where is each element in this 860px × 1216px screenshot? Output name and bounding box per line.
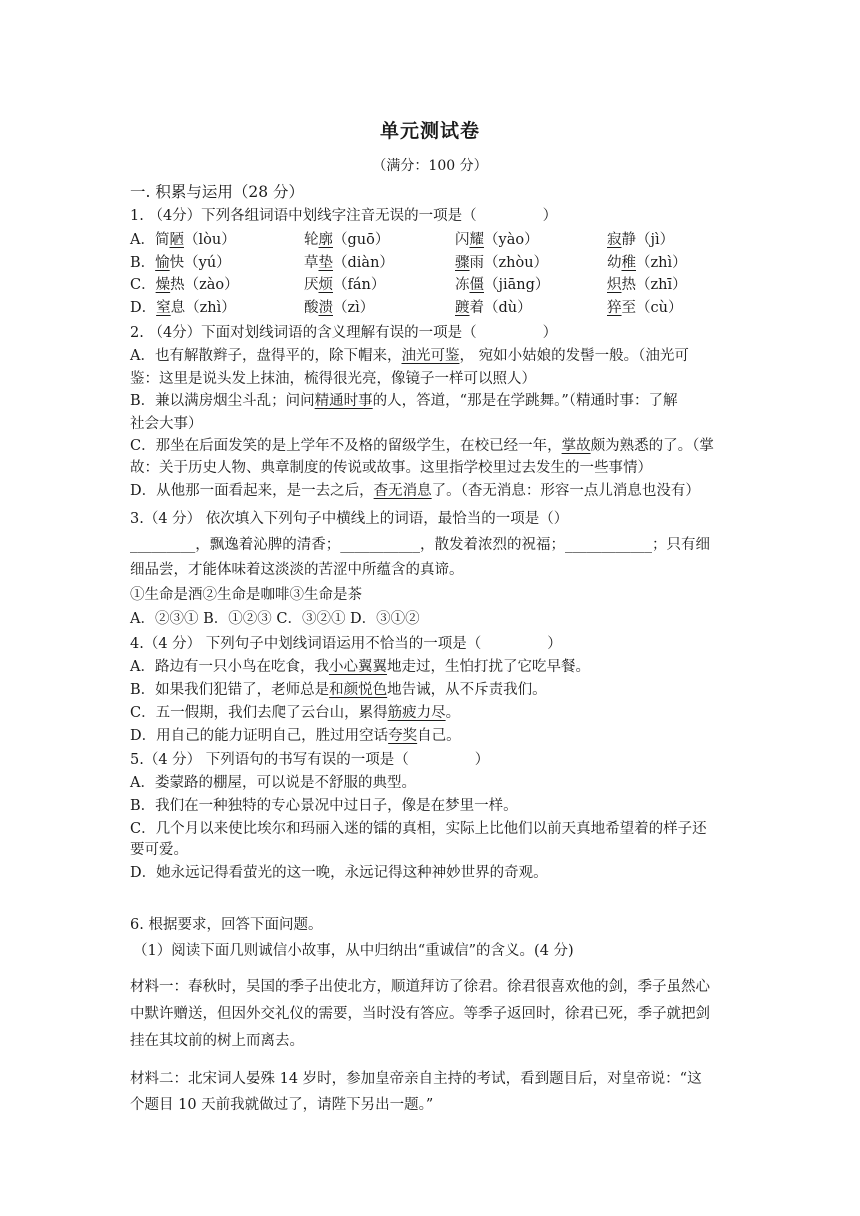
- q1-option-underlined: 炽: [607, 277, 622, 293]
- q4-b-underlined: 和颜悦色: [329, 682, 388, 698]
- q1-option-pinyin: （zhì）: [636, 255, 687, 271]
- q1-option-pinyin: 静（jì）: [621, 232, 675, 248]
- q4-option-a: [130, 657, 590, 677]
- q4-a-text-post: 地走过，生怕打扰了它吃早餐。: [386, 659, 590, 675]
- q1-option-underlined: 溃: [318, 300, 333, 316]
- q1-stem: [130, 206, 557, 226]
- q4-stem-close: ）: [547, 636, 562, 652]
- q1-option-text: 草: [304, 255, 319, 271]
- material-1-line2: 中默许赠送，但因外交礼仪的需要，当时没有答应。等季子返回时，徐君已死，季子就把剑: [130, 1006, 710, 1022]
- q4-option-c: [130, 703, 460, 723]
- q1-option-cell: [607, 298, 682, 318]
- q4-option-d: [130, 726, 461, 746]
- q2-a-underlined: 油光可鉴: [401, 348, 460, 364]
- q2-option-c-line1: [130, 436, 714, 456]
- q1-option-cell: [304, 298, 374, 318]
- q1-option-text: 轮: [304, 232, 319, 248]
- q1-option-pinyin: 热（zhī）: [621, 277, 687, 293]
- q2-option-a-line1: [130, 346, 689, 366]
- q1-option-underlined: 烦: [318, 277, 333, 293]
- q3-sentence-line1: _________，飘逸着沁脾的清香；___________，散发着浓烈的祝福；____________；只有细: [130, 537, 710, 553]
- q1-option-underlined: 骤: [455, 255, 470, 271]
- q1-option-cell: [607, 253, 687, 273]
- q1-option-text: C．: [130, 277, 156, 293]
- q1-option-text: 闪: [455, 232, 470, 248]
- q1-option-text: B．: [130, 255, 156, 271]
- q2-option-b-line2: 社会大事）: [130, 416, 203, 432]
- page-title: 单元测试卷: [379, 120, 480, 142]
- q6-subquestion-1: （1）阅读下面几则诚信小故事，从中归纳出“重诚信”的含义。(4 分): [133, 943, 574, 959]
- q1-option-pinyin: 雨（zhòu）: [469, 255, 549, 271]
- q1-option-cell: [304, 253, 394, 273]
- q2-d-text: D．从他那一面看起来，是一去之后，: [130, 483, 374, 499]
- q4-d-text-post: 自己。: [417, 728, 461, 744]
- q1-option-pinyin: （diàn）: [333, 255, 394, 271]
- q1-option-cell: [130, 298, 236, 318]
- q1-option-underlined: 陋: [169, 232, 184, 248]
- q1-option-cell: [607, 275, 687, 295]
- q3-sentence-line2: 细品尝，才能体味着这淡淡的苦涩中所蕴含的真谛。: [130, 562, 464, 578]
- q4-c-text-post: 。: [445, 705, 461, 721]
- q1-option-underlined: 耀: [469, 232, 484, 248]
- q2-a-text-post: ， 宛如小姑娘的发髻一般。（油光可: [459, 348, 689, 364]
- q1-option-text: D．: [130, 300, 157, 316]
- q1-option-pinyin: （guō）: [333, 232, 390, 248]
- q2-c-text-post: 颇为熟悉的了。（掌: [590, 438, 714, 454]
- q1-option-pinyin: 着（dù）: [469, 300, 532, 316]
- q2-b-text-post: 的人，答道，“那是在学跳舞。”（精通时事：了解: [372, 393, 678, 409]
- q2-option-b-line1: [130, 391, 677, 411]
- q1-option-cell: [304, 230, 389, 250]
- q5-stem-close: ）: [474, 752, 490, 768]
- q2-stem: [130, 323, 557, 343]
- q5-option-b: B．我们在一种独特的专心景况中过日子，像是在梦里一样。: [130, 798, 518, 814]
- q2-c-underlined: 掌故: [561, 438, 591, 454]
- q4-b-text-post: 地告诫，从不斥责我们。: [387, 682, 547, 698]
- q1-option-cell: [304, 275, 385, 295]
- q1-option-underlined: 燥: [155, 277, 171, 293]
- section-heading: 一. 积累与运用（28 分）: [130, 183, 305, 201]
- q1-option-pinyin: 热（zào）: [170, 277, 239, 293]
- q1-option-underlined: 稚: [621, 255, 636, 271]
- q1-stem-text: 1. （4分）下列各组词语中划线字注音无误的一项是（: [130, 208, 477, 224]
- q6-stem: 6. 根据要求，回答下面问题。: [130, 917, 323, 933]
- q1-option-underlined: 僵: [469, 277, 484, 293]
- q1-option-cell: [455, 298, 532, 318]
- material-2-line1: 材料二：北宋词人晏殊 14 岁时，参加皇帝亲自主持的考试，看到题目后，对皇帝说：“这: [130, 1071, 702, 1087]
- q1-option-underlined: 踱: [455, 300, 470, 316]
- q2-option-c-line2: 故：关于历史人物、典章制度的传说或故事。这里指学校里过去发生的一些事情）: [130, 460, 652, 476]
- q1-option-underlined: 猝: [607, 300, 622, 316]
- q2-option-d: [130, 481, 700, 501]
- q2-c-text: C．那坐在后面发笑的是上学年不及格的留级学生，在校已经一年，: [130, 438, 562, 454]
- q1-option-cell: [130, 230, 236, 250]
- q5-option-d: D．她永远记得看萤光的这一晚，永远记得这种神妙世界的奇观。: [130, 865, 548, 881]
- q4-d-text: D．用自己的能力证明自己，胜过用空话: [130, 728, 389, 744]
- q1-option-text: 酸: [304, 300, 319, 316]
- q2-b-underlined: 精通时事: [314, 393, 373, 409]
- q1-option-underlined: 愉: [155, 255, 170, 271]
- q2-stem-text: 2. （4分）下面对划线词语的含义理解有误的一项是（: [130, 325, 477, 341]
- q1-option-text: 冻: [455, 277, 470, 293]
- q3-stem: 3.（4 分） 依次填入下列句子中横线上的词语，最恰当的一项是（）: [130, 511, 569, 527]
- q1-option-cell: [455, 230, 539, 250]
- q5-stem: [130, 750, 489, 770]
- q1-option-text: 幼: [607, 255, 622, 271]
- q1-option-pinyin: （lòu）: [183, 232, 236, 248]
- q1-option-cell: [455, 275, 549, 295]
- material-1-line1: 材料一：春秋时，吴国的季子出使北方，顺道拜访了徐君。徐君很喜欢他的剑，季子虽然心: [130, 979, 710, 995]
- q1-option-pinyin: （fán）: [333, 277, 386, 293]
- q1-option-underlined: 廓: [318, 232, 333, 248]
- q1-option-pinyin: （yào）: [484, 232, 539, 248]
- q1-option-pinyin: 快（yú）: [169, 255, 231, 271]
- q2-d-text-post: 了。（杳无消息：形容一点儿消息也没有）: [431, 483, 700, 499]
- q1-stem-close: ）: [542, 208, 558, 224]
- q1-option-text: 厌: [304, 277, 319, 293]
- q2-option-a-line2: 鉴：这里是说头发上抹油，梳得很光亮，像镜子一样可以照人）: [130, 371, 536, 387]
- q4-a-underlined: 小心翼翼: [328, 659, 387, 675]
- q4-d-underlined: 夸奖: [388, 728, 418, 744]
- q1-option-pinyin: （zì）: [333, 300, 375, 316]
- q2-b-text: B．兼以满房烟尘斗乱；问问: [130, 393, 315, 409]
- q1-option-cell: [455, 253, 548, 273]
- q2-stem-close: ）: [542, 325, 558, 341]
- q5-option-a: A．娄蒙路的棚屋，可以说是不舒服的典型。: [130, 775, 416, 791]
- q4-stem-text: 4.（4 分） 下列句子中划线词语运用不恰当的一项是（: [130, 636, 482, 652]
- material-2-line2: 个题目 10 天前我就做过了，请陛下另出一题。”: [130, 1097, 434, 1113]
- q4-c-text: C．五一假期，我们去爬了云台山，累得: [130, 705, 388, 721]
- q4-a-text: A．路边有一只小鸟在吃食，我: [130, 659, 329, 675]
- q1-option-cell: [130, 275, 239, 295]
- q5-option-c-line1: C．几个月以来使比埃尔和玛丽入迷的镭的真相，实际上比他们以前天真地希望着的样子还: [130, 821, 707, 837]
- q1-option-pinyin: 息（zhì）: [170, 300, 236, 316]
- q4-b-text: B．如果我们犯错了，老师总是: [130, 682, 330, 698]
- q1-option-pinyin: （jiāng）: [484, 277, 550, 293]
- q4-option-b: [130, 680, 547, 700]
- q1-option-underlined: 窒: [156, 300, 171, 316]
- q5-option-c-line2: 要可爱。: [130, 842, 188, 858]
- q1-option-cell: [607, 230, 674, 250]
- q1-option-text: A．简: [130, 232, 170, 248]
- q1-option-cell: [130, 253, 231, 273]
- material-1-line3: 挂在其坟前的树上而离去。: [130, 1033, 304, 1049]
- q2-a-text: A．也有解散辫子，盘得平的，除下帽来，: [130, 348, 402, 364]
- q3-options: A．②③① B．①②③ C．③②① D．③①②: [130, 611, 420, 627]
- q5-stem-text: 5.（4 分） 下列语句的书写有误的一项是（: [130, 752, 409, 768]
- q1-option-pinyin: 至（cù）: [621, 300, 683, 316]
- q1-option-underlined: 垫: [318, 255, 333, 271]
- full-score-note: （满分：100 分）: [372, 158, 488, 174]
- q1-option-underlined: 寂: [607, 232, 622, 248]
- q4-c-underlined: 筋疲力尽: [387, 705, 446, 721]
- q4-stem: [130, 634, 562, 654]
- q2-d-underlined: 杳无消息: [373, 483, 432, 499]
- q3-choices-list: ①生命是酒②生命是咖啡③生命是茶: [130, 587, 362, 603]
